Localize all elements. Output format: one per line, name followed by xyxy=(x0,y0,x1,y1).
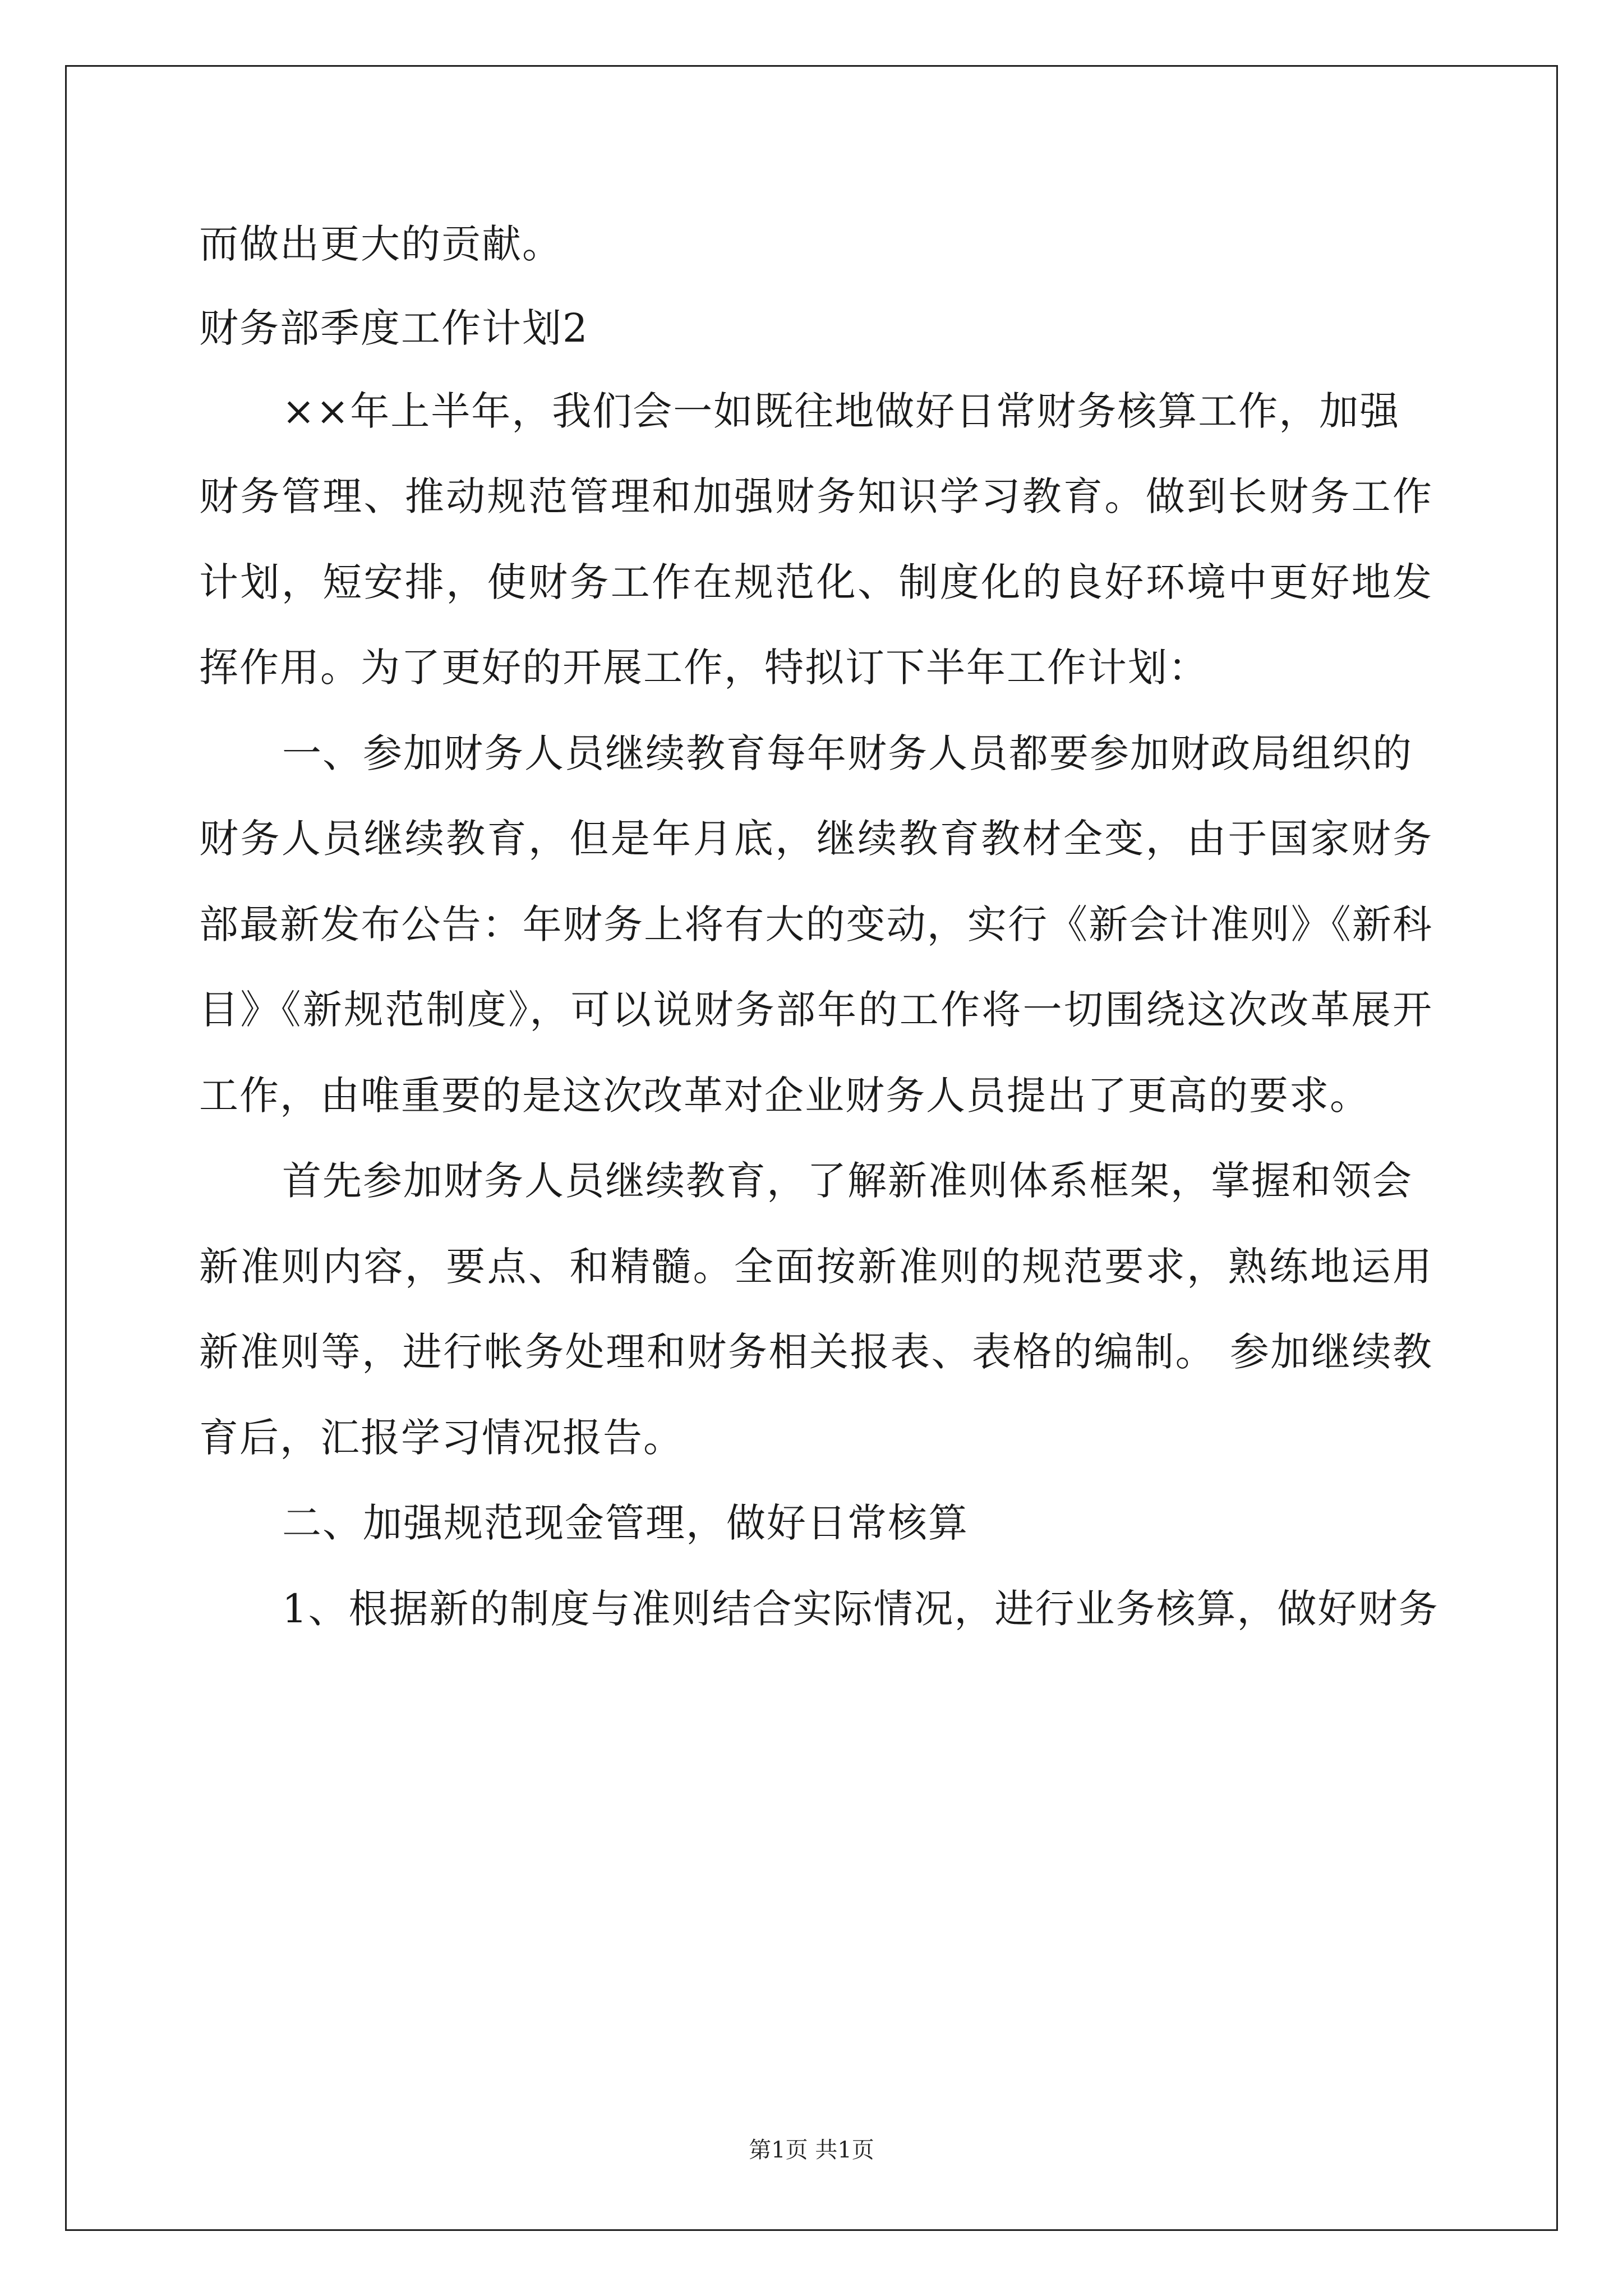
text-line: 新准则内容，要点、和精髓。全面按新准则的规范要求，熟练地运用 xyxy=(199,1244,1433,1290)
text-line: 财务管理、推动规范管理和加强财务知识学习教育。做到长财务工作 xyxy=(199,473,1433,519)
text-line: 计划，短安排，使财务工作在规范化、制度化的良好环境中更好地发 xyxy=(199,559,1433,605)
text-line: 育后，汇报学习情况报告。 xyxy=(199,1415,684,1461)
text-line: 一、参加财务人员继续教育每年财务人员都要参加财政局组织的 xyxy=(282,730,1413,776)
page-footer: 第1页 共1页 xyxy=(749,2137,874,2163)
text-line: 而做出更大的贡献。 xyxy=(199,221,562,267)
text-line: 工作，由唯重要的是这次改革对企业财务人员提出了更高的要求。 xyxy=(199,1073,1370,1119)
text-line: 目》《新规范制度》，可以说财务部年的工作将一切围绕这次改革展开 xyxy=(199,987,1433,1033)
text-line: 二、加强规范现金管理，做好日常核算 xyxy=(282,1500,969,1546)
text-line: 首先参加财务人员继续教育，了解新准则体系框架，掌握和领会 xyxy=(282,1158,1413,1204)
text-line: 财务人员继续教育，但是年月底，继续教育教材全变，由于国家财务 xyxy=(199,816,1433,862)
text-line: 新准则等，进行帐务处理和财务相关报表、表格的编制。 参加继续教 xyxy=(199,1329,1433,1375)
text-line: ××年上半年，我们会一如既往地做好日常财务核算工作，加强 xyxy=(282,388,1400,434)
section-title: 财务部季度工作计划2 xyxy=(199,305,589,351)
text-line: 1、根据新的制度与准则结合实际情况，进行业务核算，做好财务 xyxy=(282,1586,1439,1632)
text-line: 挥作用。为了更好的开展工作，特拟订下半年工作计划： xyxy=(199,645,1209,691)
text-line: 部最新发布公告：年财务上将有大的变动，实行《新会计准则》《新科 xyxy=(199,901,1433,947)
